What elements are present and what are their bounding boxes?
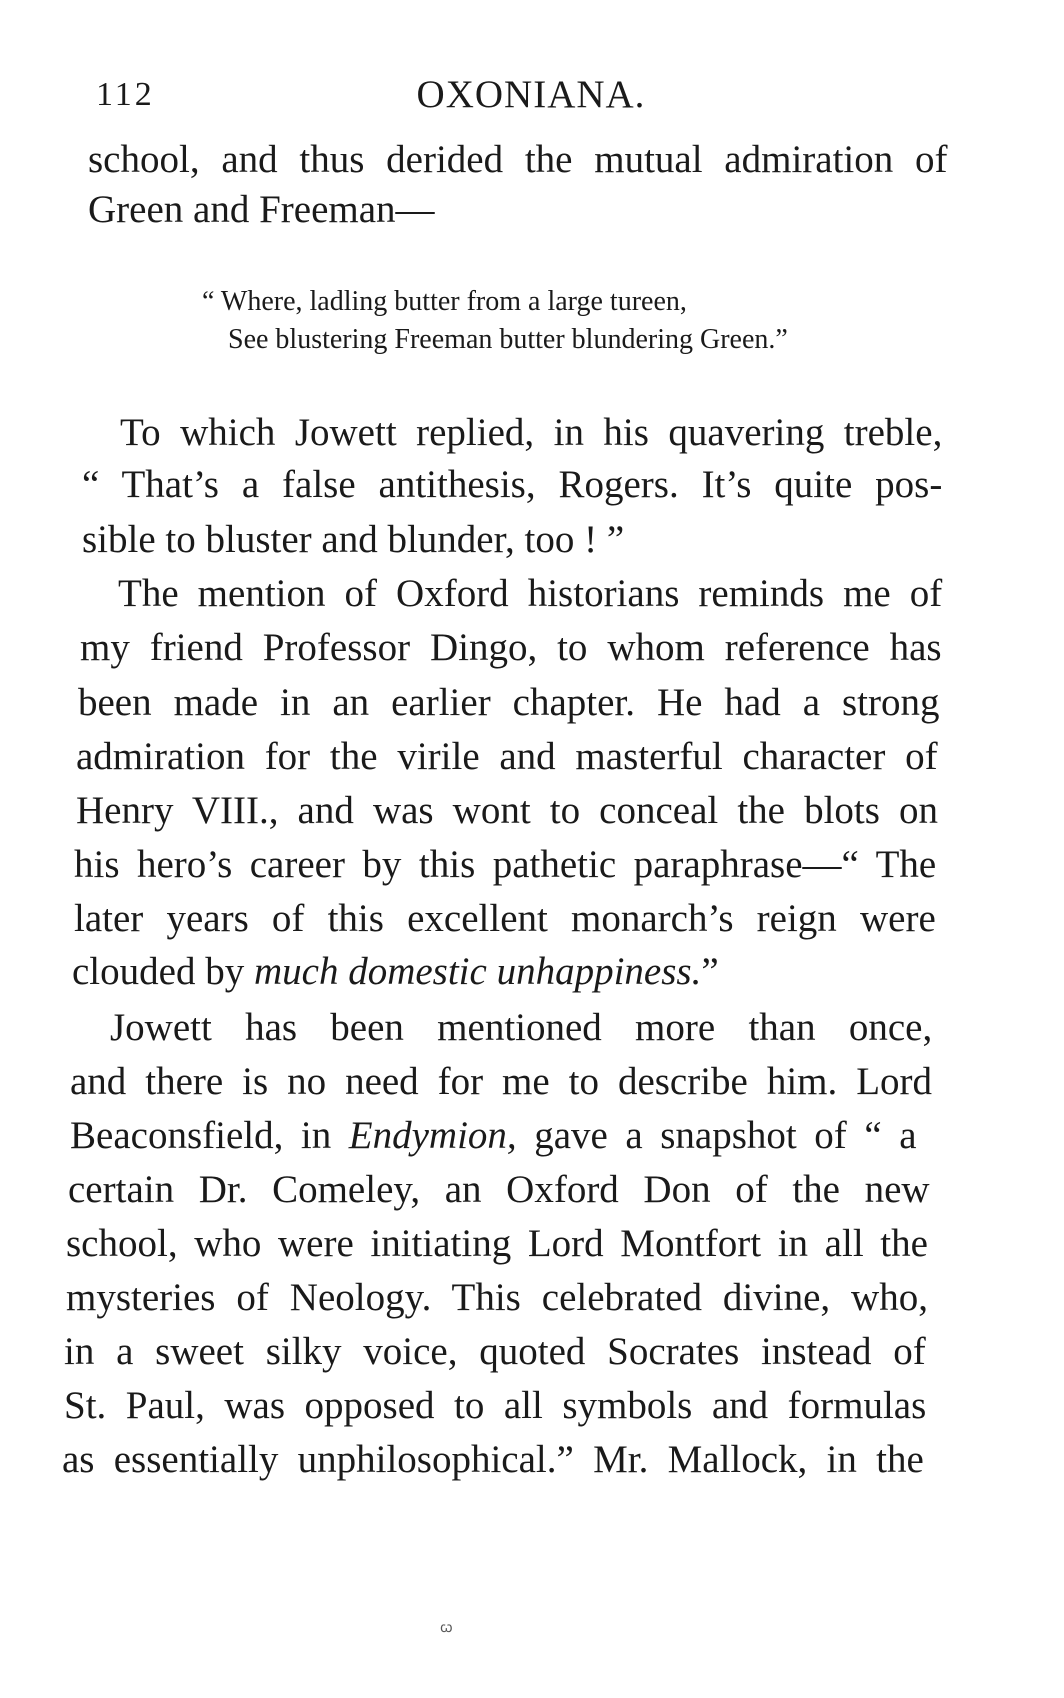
italic-phrase: much domestic unhappiness. — [253, 950, 702, 993]
body-line: Green and Freeman— — [88, 188, 435, 231]
verse-line: “ Where, ladling butter from a large tureen, — [202, 286, 687, 317]
body-line: Henry VIII., and was wont to conceal the blots on — [76, 789, 939, 832]
body-line — [72, 952, 719, 991]
body-line: To which Jowett replied, in his quavering treble, — [120, 411, 943, 454]
body-line: admiration for the virile and masterful character of — [76, 735, 938, 778]
body-line: The mention of Oxford historians reminds me of — [118, 572, 943, 615]
body-line: later years of this excellent monarch’s reign were — [74, 897, 936, 940]
body-line: been made in an earlier chapter. He had a strong — [78, 681, 940, 724]
body-line: certain Dr. Comeley, an Oxford Don of the new — [68, 1168, 930, 1211]
body-line — [70, 1116, 917, 1155]
body-line: as essentially unphilosophical.” Mr. Mallock, in the — [62, 1438, 924, 1481]
body-line: “ That’s a false antithesis, Rogers. It’s quite pos- — [82, 463, 943, 506]
body-line: in a sweet silky voice, quoted Socrates instead of — [64, 1330, 926, 1373]
italic-title: Endymion, — [348, 1114, 517, 1157]
body-line: St. Paul, was opposed to all symbols and formulas — [64, 1384, 927, 1427]
body-line: and there is no need for me to describe him. Lord — [70, 1060, 933, 1103]
body-line-text: Beaconsfield, in Endymion, gave a snapshot of “ a — [70, 1114, 917, 1157]
page-number: 112 — [96, 76, 155, 113]
page-header — [96, 72, 1006, 122]
verse-line: See blustering Freeman butter blundering Green.” — [228, 324, 788, 355]
body-line-text: clouded by much domestic unhappiness.” — [72, 950, 719, 993]
body-line: school, and thus derided the mutual admiration of — [88, 138, 948, 181]
body-line: Jowett has been mentioned more than once, — [110, 1006, 933, 1049]
footer-mark: ꞷ — [440, 1621, 453, 1636]
body-line: mysteries of Neology. This celebrated divine, who, — [66, 1276, 928, 1319]
body-line: his hero’s career by this pathetic paraphrase—“ The — [74, 843, 937, 886]
running-title: OXONIANA. — [416, 73, 646, 116]
body-line: my friend Professor Dingo, to whom reference has — [80, 626, 942, 669]
body-line: sible to bluster and blunder, too ! ” — [82, 518, 625, 561]
body-line: school, who were initiating Lord Montfort in all the — [66, 1222, 928, 1265]
